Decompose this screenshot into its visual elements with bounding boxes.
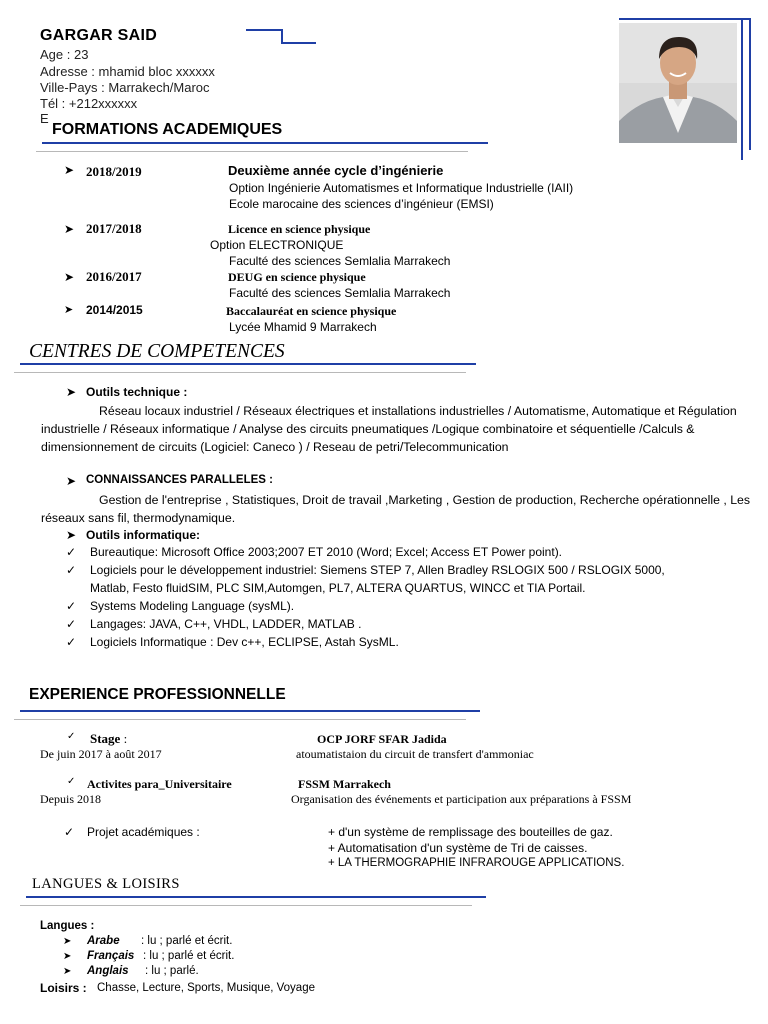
candidate-name: GARGAR SAID bbox=[40, 27, 158, 44]
stage-dates: De juin 2017 à août 2017 bbox=[40, 747, 162, 761]
arrow-icon: ➤ bbox=[64, 270, 75, 284]
formation-detail: Option Ingénierie Automatismes et Informatique Industrielle (IAII) bbox=[229, 181, 574, 195]
check-icon: ✓ bbox=[67, 776, 76, 787]
check-icon: ✓ bbox=[66, 617, 77, 631]
competences-subrule bbox=[14, 372, 466, 373]
formation-title: Baccalauréat en science physique bbox=[226, 304, 397, 318]
formation-year: 2014/2015 bbox=[86, 303, 143, 317]
activites-label: Activites para_Universitaire bbox=[87, 777, 232, 791]
check-icon: ✓ bbox=[66, 635, 77, 649]
outils-technique-label: Outils technique : bbox=[86, 385, 188, 399]
paralleles-text: Gestion de l'entreprise , Statistiques, Droit de travail ,Marketing , Gestion de production, Recherche opérationnelle , Les réseaux sans fil, thermodynamique. bbox=[41, 493, 751, 525]
language-level: : lu ; parlé et écrit. bbox=[141, 935, 233, 947]
projet-label: Projet académiques : bbox=[87, 825, 200, 839]
formation-title: Licence en science physique bbox=[228, 222, 371, 236]
check-icon: ✓ bbox=[66, 599, 77, 613]
experience-rule bbox=[20, 710, 480, 712]
outils-technique-text: Réseau locaux industriel / Réseaux électriques et installations industrielles / Automatisme, Automatique et Régulation industrielle / Réseaux informatique / Analyse des circuits pneumatiques /Logique combinatoire et séquentielle /Calculs & dimensionnement de circuits (Logiciel: Caneco ) / Reseau de petri/Telecommunication bbox=[41, 404, 737, 454]
language-name: Arabe bbox=[87, 935, 120, 947]
formation-school: Lycée Mhamid 9 Marrakech bbox=[229, 320, 377, 334]
stage-label: Stage bbox=[90, 731, 121, 746]
formation-detail: Option ELECTRONIQUE bbox=[210, 238, 344, 252]
informatique-item: Langages: JAVA, C++, VHDL, LADDER, MATLAB . bbox=[90, 617, 362, 631]
check-icon: ✓ bbox=[67, 731, 76, 742]
formation-title: Deuxième année cycle d’ingénierie bbox=[228, 163, 444, 178]
informatique-item: Logiciels pour le développement industriel: Siemens STEP 7, Allen Bradley RSLOGIX 500 / RSLOGIX 5000, bbox=[90, 563, 665, 577]
stage-label-line bbox=[90, 731, 127, 747]
stage-company: OCP JORF SFAR Jadida bbox=[317, 732, 447, 746]
arrow-icon: ➤ bbox=[63, 951, 72, 962]
arrow-icon: ➤ bbox=[66, 474, 77, 488]
formations-subrule bbox=[36, 151, 468, 152]
activites-dates: Depuis 2018 bbox=[40, 792, 101, 806]
stage-colon: : bbox=[120, 731, 128, 746]
informatique-item: Bureautique: Microsoft Office 2003;2007 ET 2010 (Word; Excel; Access ET Power point). bbox=[90, 545, 563, 559]
arrow-icon: ➤ bbox=[63, 936, 72, 947]
formation-school: Faculté des sciences Semlalia Marrakech bbox=[229, 286, 451, 300]
outils-informatique-label: Outils informatique: bbox=[86, 528, 200, 542]
informatique-item: Logiciels Informatique : Dev c++, ECLIPSE, Astah SysML. bbox=[90, 635, 399, 649]
langues-rule bbox=[26, 896, 486, 898]
activites-org: FSSM Marrakech bbox=[298, 777, 391, 791]
competences-rule bbox=[20, 363, 476, 365]
city-line: Ville-Pays : Marrakech/Maroc bbox=[40, 80, 210, 95]
projet-item: + d'un système de remplissage des bouteilles de gaz. bbox=[328, 825, 613, 839]
age-line: Age : 23 bbox=[40, 47, 89, 62]
arrow-icon: ➤ bbox=[63, 966, 72, 977]
informatique-item: Systems Modeling Language (sysML). bbox=[90, 599, 295, 613]
arrow-icon: ➤ bbox=[64, 163, 75, 177]
formation-school: Faculté des sciences Semlalia Marrakech bbox=[229, 254, 451, 268]
stage-description: atoumatistaion du circuit de transfert d'ammoniac bbox=[296, 747, 534, 761]
phone-line: Tél : +212xxxxxx bbox=[40, 96, 138, 111]
profile-photo bbox=[619, 23, 737, 143]
arrow-icon: ➤ bbox=[66, 385, 77, 399]
photo-frame-line bbox=[741, 20, 743, 160]
language-name: Français bbox=[87, 950, 135, 962]
arrow-icon: ➤ bbox=[66, 528, 77, 542]
formation-year: 2018/2019 bbox=[86, 164, 142, 179]
formation-school: Ecole marocaine des sciences d’ingénieur (EMSI) bbox=[229, 197, 494, 211]
check-icon: ✓ bbox=[66, 563, 77, 577]
activites-description: Organisation des événements et participation aux préparations à FSSM bbox=[291, 792, 632, 806]
language-name: Anglais bbox=[87, 965, 129, 977]
check-icon: ✓ bbox=[66, 545, 77, 559]
formation-year: 2017/2018 bbox=[86, 221, 142, 236]
formations-title: FORMATIONS ACADEMIQUES bbox=[52, 121, 286, 139]
language-level: : lu ; parlé et écrit. bbox=[143, 950, 235, 962]
decorative-step-line bbox=[246, 28, 318, 46]
projet-item: + LA THERMOGRAPHIE INFRAROUGE APPLICATIONS. bbox=[328, 857, 625, 869]
competences-title: CENTRES DE COMPETENCES bbox=[29, 341, 285, 362]
language-level: : lu ; parlé. bbox=[145, 965, 199, 977]
informatique-item-continued: Matlab, Festo fluidSIM, PLC SIM,Automgen, PL7, ALTERA QUARTUS, WINCC et TIA Portail. bbox=[90, 581, 586, 595]
langues-title: LANGUES & LOISIRS bbox=[32, 876, 180, 892]
email-line-partial: E bbox=[40, 111, 49, 126]
projet-item: + Automatisation d'un système de Tri de caisses. bbox=[328, 841, 588, 855]
experience-title: EXPERIENCE PROFESSIONNELLE bbox=[29, 686, 286, 703]
loisirs-label: Loisirs : bbox=[40, 981, 87, 995]
arrow-icon: ➤ bbox=[64, 222, 75, 236]
paralleles-label: CONNAISSANCES PARALLELES : bbox=[86, 474, 273, 486]
check-icon: ✓ bbox=[64, 825, 75, 839]
langues-label: Langues : bbox=[40, 920, 95, 932]
formation-year: 2016/2017 bbox=[86, 269, 142, 284]
formation-title: DEUG en science physique bbox=[228, 270, 366, 284]
formations-rule bbox=[42, 142, 488, 144]
langues-subrule bbox=[20, 905, 472, 906]
arrow-icon: ➤ bbox=[64, 303, 74, 316]
address-line: Adresse : mhamid bloc xxxxxx bbox=[40, 64, 215, 79]
experience-subrule bbox=[14, 719, 466, 720]
loisirs-text: Chasse, Lecture, Sports, Musique, Voyage bbox=[97, 982, 315, 994]
